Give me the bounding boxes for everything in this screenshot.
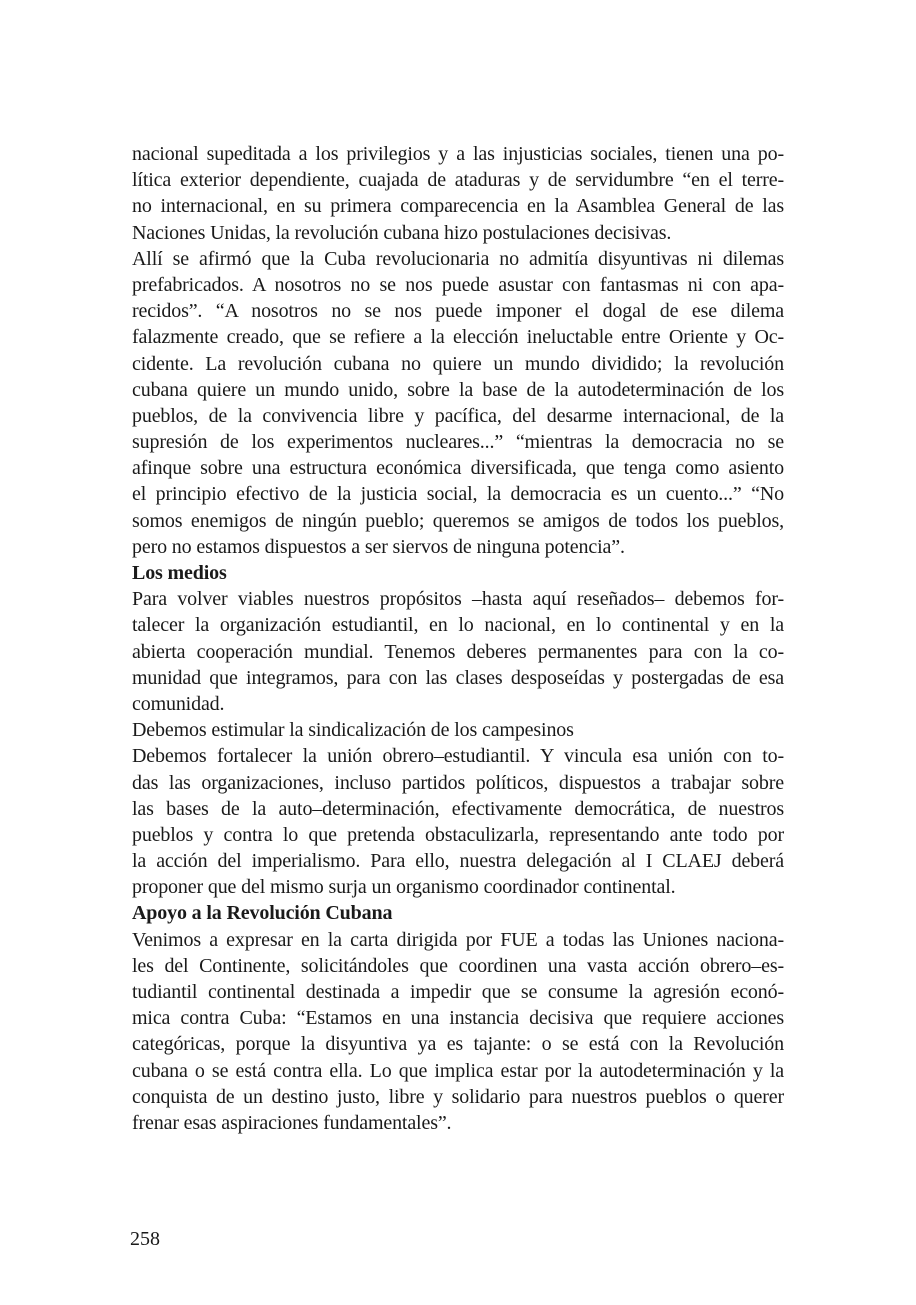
text-line: tudiantil continental destinada a impedir que se consume la agresión econó- [132, 981, 784, 1003]
text-line: proponer que del mismo surja un organismo coordinador continental. [132, 876, 676, 899]
page-body [132, 141, 784, 1136]
text-line: munidad que integramos, para con las clases desposeídas y postergadas de esa [132, 666, 784, 689]
text-line: talecer la organización estudiantil, en lo nacional, en lo continental y en la [132, 614, 784, 637]
text-line: les del Continente, solicitándoles que coordinen una vasta acción obrero–es- [132, 954, 784, 977]
text-line: nacional supeditada a los privilegios y a las injusticias sociales, tienen una po- [132, 143, 784, 165]
section-heading: Los medios [132, 562, 227, 584]
text-line: pueblos, de la convivencia libre y pacífica, del desarme internacional, de la [132, 404, 784, 427]
text-line: conquista de un destino justo, libre y solidario para nuestros pueblos o querer [132, 1085, 784, 1108]
text-line: cubana o se está contra ella. Lo que implica estar por la autodeterminación y la [132, 1059, 784, 1082]
text-line: comunidad. [132, 692, 225, 715]
text-line: cidente. La revolución cubana no quiere un mundo dividido; la revolución [132, 352, 784, 375]
text-line: cubana quiere un mundo unido, sobre la base de la autodeterminación de los [132, 378, 784, 401]
text-line: das las organizaciones, incluso partidos políticos, dispuestos a trabajar sobre [132, 771, 784, 794]
page-number: 258 [130, 1228, 160, 1250]
text-line: Naciones Unidas, la revolución cubana hizo postulaciones decisivas. [132, 221, 672, 244]
text-line: Para volver viables nuestros propósitos –hasta aquí reseñados– debemos for- [132, 588, 784, 611]
text-line: recidos”. “A nosotros no se nos puede imponer el dogal de ese dilema [132, 300, 784, 323]
text-line: Venimos a expresar en la carta dirigida por FUE a todas las Uniones naciona- [132, 928, 784, 951]
text-line: no internacional, en su primera comparecencia en la Asamblea General de las [132, 195, 784, 218]
text-line: Debemos estimular la sindicalización de los campesinos [132, 719, 574, 742]
text-line: Allí se afirmó que la Cuba revolucionaria no admitía disyuntivas ni dilemas [132, 247, 784, 270]
text-line: supresión de los experimentos nucleares...” “mientras la democracia no se [132, 431, 784, 454]
text-line: la acción del imperialismo. Para ello, nuestra delegación al I CLAEJ deberá [132, 850, 784, 873]
text-line: las bases de la auto–determinación, efectivamente democrática, de nuestros [132, 797, 784, 820]
text-line: el principio efectivo de la justicia social, la democracia es un cuento...” “No [132, 483, 784, 506]
text-line: lítica exterior dependiente, cuajada de ataduras y de servidumbre “en el terre- [132, 169, 784, 192]
text-line: prefabricados. A nosotros no se nos puede asustar con fantasmas ni con apa- [132, 273, 784, 296]
text-line: afinque sobre una estructura económica diversificada, que tenga como asiento [132, 457, 784, 480]
text-line: categóricas, porque la disyuntiva ya es tajante: o se está con la Revolución [132, 1033, 784, 1056]
section-heading: Apoyo a la Revolución Cubana [132, 902, 393, 925]
text-line: Debemos fortalecer la unión obrero–estudiantil. Y vincula esa unión con to- [132, 745, 784, 768]
text-line: pero no estamos dispuestos a ser siervos de ninguna potencia”. [132, 535, 625, 558]
text-line: abierta cooperación mundial. Tenemos deberes permanentes para con la co- [132, 640, 784, 663]
text-line: somos enemigos de ningún pueblo; queremos se amigos de todos los pueblos, [132, 509, 784, 532]
text-line: falazmente creado, que se refiere a la elección ineluctable entre Oriente y Oc- [132, 326, 784, 349]
text-line: pueblos y contra lo que pretenda obstaculizarla, representando ante todo por [132, 823, 784, 846]
text-line: frenar esas aspiraciones fundamentales”. [132, 1111, 452, 1134]
text-line: mica contra Cuba: “Estamos en una instancia decisiva que requiere acciones [132, 1007, 784, 1030]
